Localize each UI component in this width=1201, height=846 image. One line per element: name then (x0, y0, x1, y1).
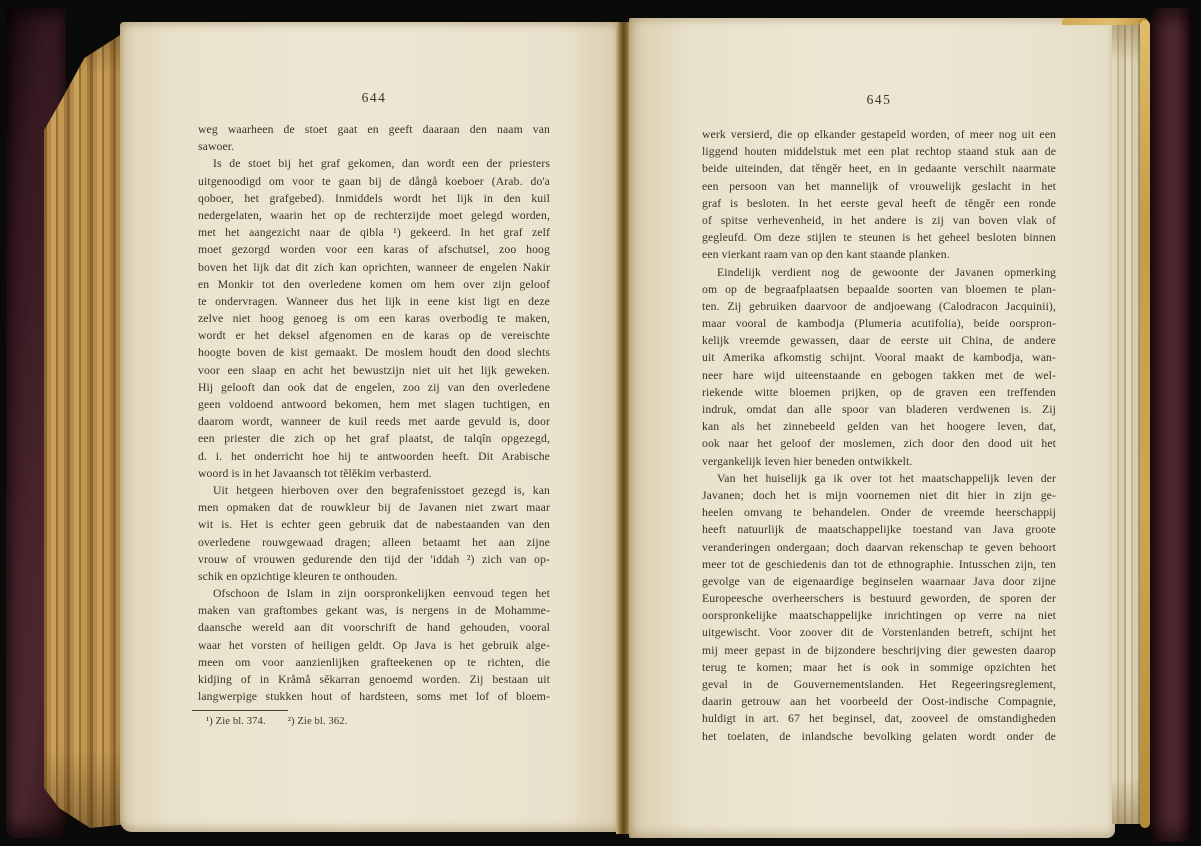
text-line: gegleufd. Om deze stijlen te steunen is het geheel besloten binnen (702, 231, 1056, 245)
text-line: gevolge van de eigenaardige beginselen waarnaar Java door zijne (702, 574, 1056, 588)
footnote-2: ²) Zie bl. 362. (287, 716, 348, 727)
text-line: voor een slaap en acht het bewustzijn niet uit het lijk geweken. (198, 363, 550, 377)
page-edges-left-stack (44, 26, 128, 828)
text-line: geen voldoend antwoord bekomen, hem met slagen tuchtigen, en (198, 398, 550, 411)
text-line: heeft natuurlijk de maatschappelijke toestand van Java groote (702, 523, 1056, 537)
paragraph (198, 121, 550, 155)
text-line: uit Amerika afkomstig schijnt. Vooral maakt de kambodja, wan- (702, 351, 1056, 365)
text-line: ten. Zij gebruiken daarvoor de andjoewang (Calodracon Jacquinii), (702, 299, 1056, 313)
text-line: qoboer, het grafgebed). Inmiddels wordt het lijk in den kuil (198, 191, 550, 205)
text-line: te ondervragen. Wanneer dus het lijk in eene kist ligt en deze (198, 294, 550, 308)
text-line: woord is in het Javaansch tot tĕlĕkim verbasterd. (198, 466, 432, 480)
book-cover-right (1150, 8, 1192, 842)
text-line: daarin getrouw aan het voorbeeld der Oost-indische Compagnie, (702, 695, 1056, 709)
text-line: om op de begraafplaatsen bepaalde soorten van bloemen te plan- (702, 282, 1056, 296)
text-line: uitgenoodigd om voor te gaan bij de dångå koeboer (Arab. do'a (198, 174, 550, 188)
paragraph (198, 585, 550, 705)
text-line: ook naar het geloof der moslemen, zich door den dood uit het (702, 437, 1056, 451)
paragraph (198, 482, 550, 585)
text-line: graf is besloten. In het eerste geval heeft de tĕngĕr een ronde (702, 196, 1056, 210)
text-line: en Monkir tot den overledene komen om hem over zijn geloof (198, 277, 550, 291)
text-line: overledene rouwgewaad dragen; alleen betaamt het aan zijne (198, 535, 550, 549)
text-line: d. i. het onderricht hoe hij te antwoorden heeft. Dit Arabische (198, 449, 550, 463)
text-line: Uit hetgeen hierboven over den begrafenisstoet gezegd is, kan (213, 483, 550, 497)
text-line: oorspronkelijke maatschappelijke inrichtingen op verre na niet (702, 609, 1056, 623)
gilt-fore-edge (1140, 20, 1150, 828)
page-number-left: 644 (361, 90, 387, 105)
text-line: met het aangezicht naar de qibla ¹) gekeerd. In het graf zelf (198, 226, 550, 240)
text-line: riekende witte bloemen prijken, op de graven een treffenden (702, 385, 1056, 399)
text-line: geval in de Gouvernementslanden. Het Regeeringsreglement, (702, 678, 1056, 691)
text-line: uitgewischt. Voor zoover dit de Vorstenlanden betreft, schijnt het (702, 626, 1056, 640)
text-line: daansche wereld aan dit voorschrift de hand gehouden, vooral (198, 621, 550, 635)
text-line: heelen omvang te behandelen. Onder de vreemde heerschappij (702, 506, 1056, 520)
text-line: waar het vorsten of heiligen geldt. Op Java is het gebruik alge- (198, 638, 550, 652)
text-line: Javanen; doch het is mijn voornemen niet dit hier in zijn ge- (702, 488, 1056, 502)
text-line: moet gezorgd worden voor een karas of afschutsel, zoo hoog (198, 243, 550, 257)
text-line: hoogte boven de kist gemaakt. De moslem houdt den dood slechts (198, 346, 550, 360)
text-line: Hij gelooft dan ook dat de engelen, zoo zij van den overledene (198, 380, 550, 394)
text-line: terug te komen; maar het is ook in sommige opzichten het (702, 660, 1056, 674)
left-page-text (198, 121, 550, 705)
text-line: maken van graftombes gekant was, is nergens in de Mohamme- (198, 604, 550, 618)
text-line: weg waarheen de stoet gaat en geeft daaraan den naam van (198, 123, 550, 136)
text-line: wordt er het deksel afgenomen en de karas op de vereischte (198, 329, 550, 343)
footnotes (206, 716, 546, 727)
page-number-right: 645 (866, 92, 892, 107)
text-line: kidjing of in Kråmå sĕkarran genoemd worden. Zij bestaan uit (198, 673, 550, 686)
text-line: meer tot de geschiedenis dan tot de ethnographie. Intusschen zijn, ten (702, 557, 1056, 571)
text-line: neer hare wijd uiteenstaande en gebogen takken met de wel- (702, 368, 1056, 382)
text-line: wit is. Het is echter geen gebruik dat de nabestaanden van den (198, 518, 550, 532)
paragraph (702, 126, 1056, 264)
text-line: kan als het zinnebeeld gelden van het hoogere leven, dat, (702, 420, 1056, 434)
text-line: kelijk vreemde gewassen, daar de eerste uit China, de andere (702, 334, 1056, 348)
right-page-text (702, 126, 1056, 745)
text-line: Europeesche overheerschers is bestuurd geworden, de sporen der (702, 592, 1056, 606)
footnote-1: ¹) Zie bl. 374. (206, 716, 266, 727)
text-line: een persoon van het mannelijk of vrouwelijk geslacht in het (702, 179, 1056, 193)
text-line: vergankelijk leven hier beneden ontwikkelt. (702, 454, 913, 468)
paragraph (702, 470, 1056, 745)
text-line: een priester die zich op het graf plaatst, de talqîn opgezegd, (198, 432, 550, 446)
text-line: vrouw of vrouwen gedurende den tijd der 'iddah ²) zich van op- (198, 552, 550, 566)
text-line: Van het huiselijk ga ik over tot het maatschappelijk leven der (717, 471, 1056, 485)
text-line: maar vooral de kambodja (Plumeria acutifolia), beide oorspron- (702, 317, 1056, 331)
text-line: veranderingen ondergaan; doch daarvan rekenschap te geven behoort (702, 540, 1056, 554)
text-line: indruk, omdat dan alle spoor van bladeren verdwenen is. Zij (702, 403, 1056, 416)
text-line: Ofschoon de Islam in zijn oorspronkelijken eenvoud tegen het (213, 587, 550, 601)
text-line: meen om voor aanzienlijken grafteekenen op te richten, die (198, 655, 550, 669)
text-line: langwerpige stukken hout of hardsteen, soms met lof of bloem- (198, 690, 550, 704)
text-line: mij meer gepast in de bijzondere beschrijving dier gewesten daarop (702, 643, 1056, 657)
text-line: Is de stoet bij het graf gekomen, dan wordt een der priesters (213, 157, 550, 171)
text-line: werk versierd, die op elkander gestapeld worden, of meer nog uit een (702, 128, 1056, 141)
text-line: liggend houten middelstuk met een plat rechtop staand stuk aan de (702, 145, 1056, 159)
paragraph (702, 264, 1056, 470)
text-line: zelve niet hoog genoeg is om een karas overbodig te maken, (198, 312, 550, 326)
text-line: schik en opzichtige kleuren te onthouden. (198, 569, 398, 583)
text-line: boven het lijk dat dit zich kan oprichten, wanneer de engelen Nakir (198, 260, 550, 274)
text-line: daarom wordt, wanneer de kuil reeds met aarde gevuld is, door (198, 415, 550, 429)
text-line: beide uiteinden, dat tĕngĕr heet, en in gedaante verschilt naarmate (702, 162, 1056, 176)
text-line: sawoer. (198, 140, 235, 154)
text-line: een vierkant raam van op den kant staande planken. (702, 248, 950, 262)
gilt-top-edge (1062, 18, 1148, 25)
paragraph (198, 155, 550, 482)
text-line: huldigt in art. 67 het beginsel, dat, zooveel de omstandigheden (702, 712, 1056, 726)
text-line: of spitse verhevenheid, in het andere is zij van boven vlak of (702, 213, 1056, 227)
text-line: men opmaken dat de rouwkleur bij de Javanen niet zwart maar (198, 501, 550, 515)
text-line: Eindelijk verdient nog de gewoonte der Javanen opmerking (717, 265, 1056, 279)
text-line: het toelaten, de inlandsche bevolking gelaten wordt onder de (702, 729, 1056, 743)
text-line: nedergelaten, waarin het op de rechterzijde moet gelegd worden, (198, 208, 550, 222)
footnote-rule (192, 710, 288, 711)
